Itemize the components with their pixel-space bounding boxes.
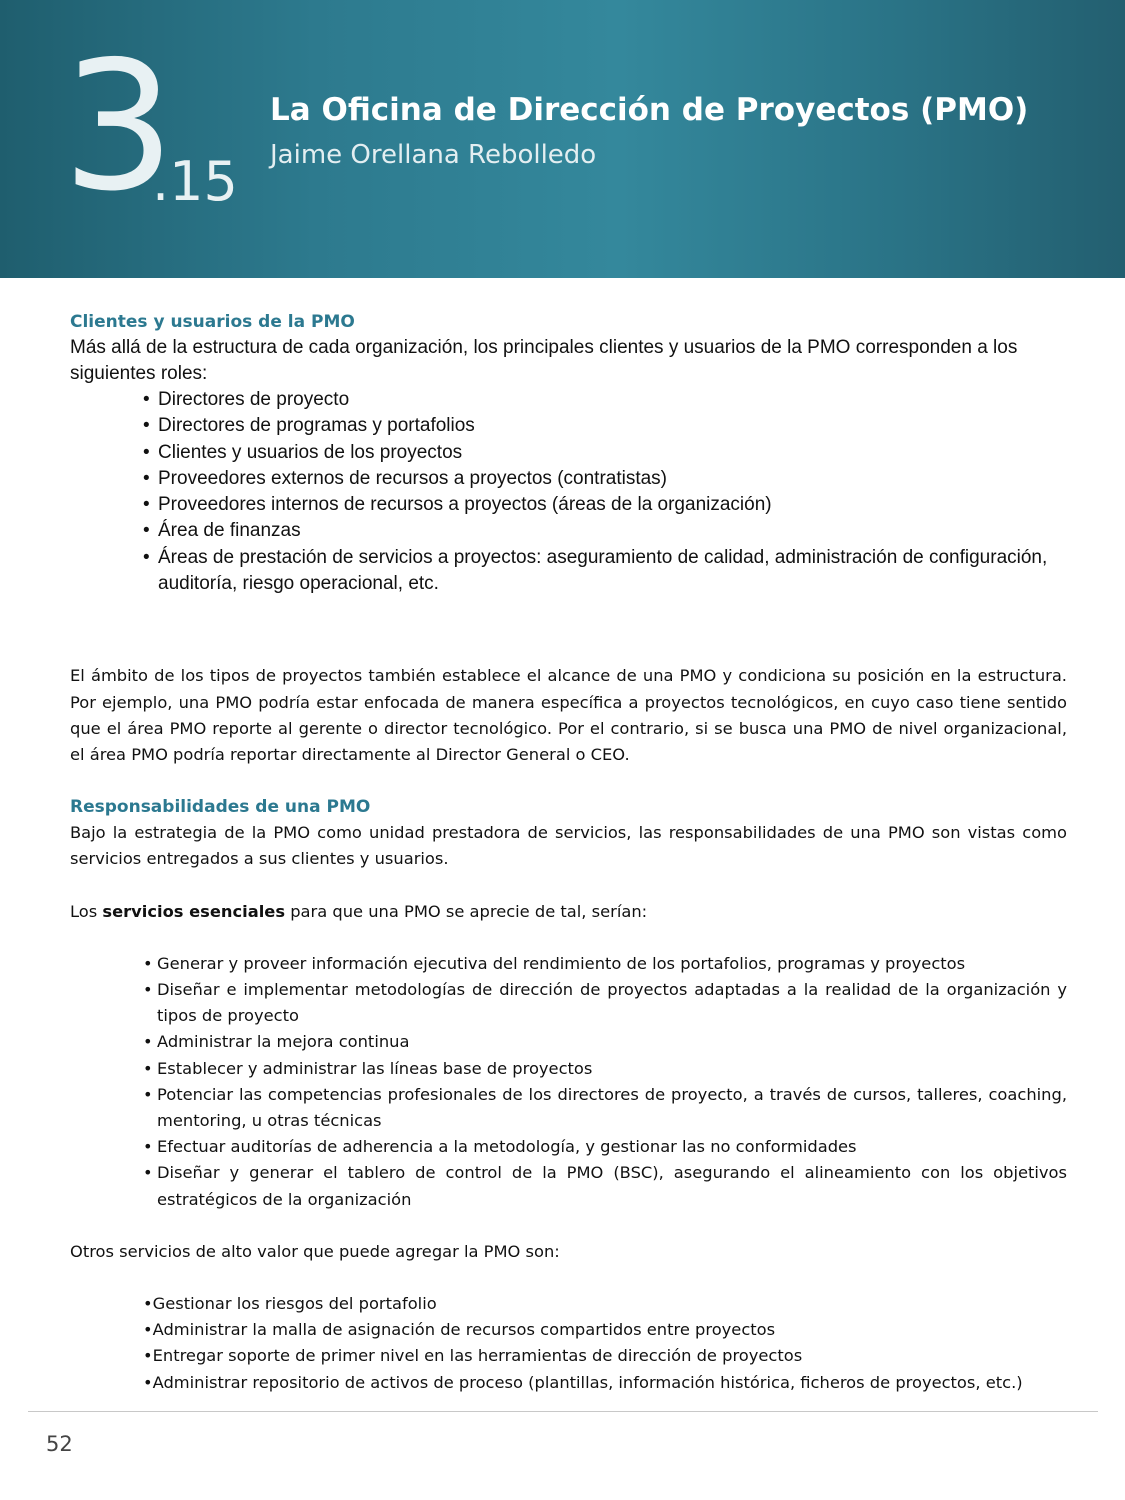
page-number: 52 — [46, 1432, 73, 1456]
scope-paragraph: El ámbito de los tipos de proyectos también establece el alcance de una PMO y condiciona su posición en la estructura. Por ejemplo, una PMO podría estar enfocada de manera específica a proyectos tecnológicos, en cuyo caso tiene sentido que el área PMO reporte al gerente o director tecnológico. Por el contrario, si se busca una PMO de nivel organizacional, el área PMO podría reportar directamente al Director General o CEO. — [70, 666, 1067, 764]
list-item: • Generar y proveer información ejecutiva del rendimiento de los portafolios, programas y proyectos — [143, 951, 1067, 977]
list-item: • Entregar soporte de primer nivel en las herramientas de dirección de proyectos — [143, 1343, 1067, 1369]
spacer — [70, 597, 1067, 649]
footer-divider — [28, 1411, 1098, 1412]
list-item: • Administrar repositorio de activos de proceso (plantillas, información histórica, ficheros de proyectos, etc.) — [143, 1370, 1067, 1396]
list-item: • Administrar la mejora continua — [143, 1029, 1067, 1055]
essential-services-list — [143, 951, 1067, 1213]
list-item: • Clientes y usuarios de los proyectos — [143, 440, 1067, 466]
chapter-number: 3 — [62, 23, 172, 230]
other-services-intro: Otros servicios de alto valor que puede agregar la PMO son: — [70, 1241, 560, 1261]
section-heading-clients: Clientes y usuarios de la PMO — [70, 312, 355, 332]
chapter-subnumber: .15 — [152, 150, 238, 213]
list-item: • Áreas de prestación de servicios a proyectos: aseguramiento de calidad, administración de configuración, auditoría, riesgo operacional, etc. — [143, 545, 1067, 598]
list-item: • Potenciar las competencias profesionales de los directores de proyecto, a través de cursos, talleres, coaching, mentoring, u otras técnicas — [143, 1082, 1067, 1134]
list-item: • Proveedores externos de recursos a proyectos (contratistas) — [143, 466, 1067, 492]
spacer — [70, 1213, 1067, 1239]
page-content — [70, 309, 1067, 1396]
essential-services-intro — [70, 899, 1067, 925]
list-item: • Administrar la malla de asignación de recursos compartidos entre proyectos — [143, 1317, 1067, 1343]
spacer — [70, 925, 1067, 951]
chapter-banner — [0, 0, 1125, 278]
spacer — [70, 649, 1067, 663]
list-item: • Gestionar los riesgos del portafolio — [143, 1291, 1067, 1317]
spacer — [70, 873, 1067, 899]
section-heading-responsibilities: Responsabilidades de una PMO — [70, 797, 371, 818]
list-item: • Área de finanzas — [143, 518, 1067, 544]
list-item: • Diseñar e implementar metodologías de dirección de proyectos adaptadas a la realidad de la organización y tipos de proyecto — [143, 977, 1067, 1029]
list-item: • Diseñar y generar el tablero de control de la PMO (BSC), asegurando el alineamiento con los objetivos estratégicos de la organización — [143, 1160, 1067, 1212]
list-item: • Proveedores internos de recursos a proyectos (áreas de la organización) — [143, 492, 1067, 518]
list-item: • Directores de programas y portafolios — [143, 413, 1067, 439]
essential-prefix: Los — [70, 901, 103, 921]
essential-suffix: para que una PMO se aprecie de tal, serían: — [285, 901, 648, 921]
spacer — [70, 768, 1067, 794]
clients-list — [143, 387, 1067, 597]
list-item: • Efectuar auditorías de adherencia a la metodología, y gestionar las no conformidades — [143, 1134, 1067, 1160]
other-services-list — [143, 1291, 1067, 1396]
chapter-author: Jaime Orellana Rebolledo — [270, 140, 597, 170]
clients-intro: Más allá de la estructura de cada organización, los principales clientes y usuarios de la PMO corresponden a los siguientes roles: — [70, 337, 1018, 384]
essential-bold: servicios esenciales — [102, 901, 286, 921]
list-item: • Establecer y administrar las líneas base de proyectos — [143, 1056, 1067, 1082]
spacer — [70, 1265, 1067, 1291]
responsibilities-intro: Bajo la estrategia de la PMO como unidad prestadora de servicios, las responsabilidades de una PMO son vistas como servicios entregados a sus clientes y usuarios. — [70, 823, 1067, 869]
list-item: • Directores de proyecto — [143, 387, 1067, 413]
chapter-title: La Oficina de Dirección de Proyectos (PMO) — [270, 92, 1029, 128]
